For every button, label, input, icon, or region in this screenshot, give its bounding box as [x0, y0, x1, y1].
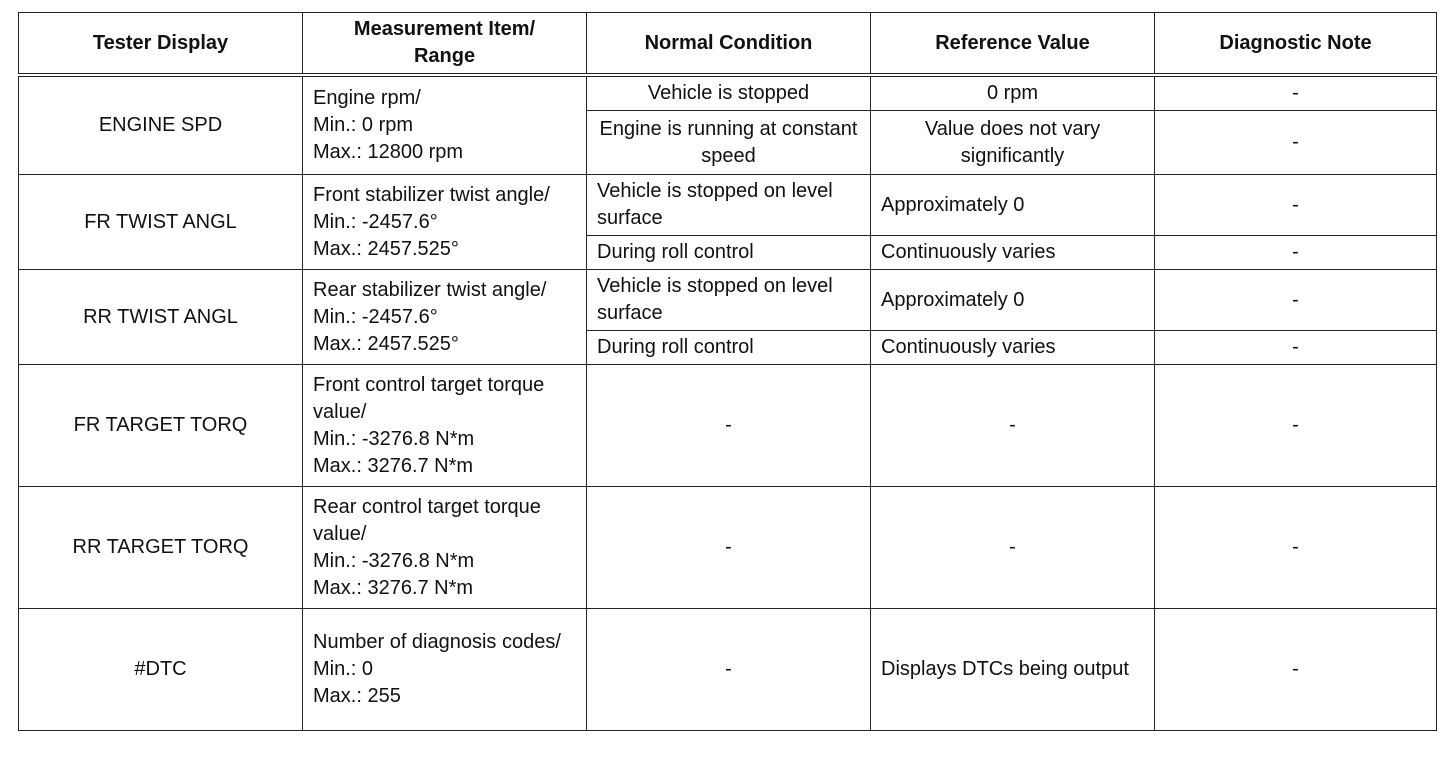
reference-value-cell: Continuously varies	[871, 236, 1155, 270]
reference-value-cell: -	[871, 487, 1155, 609]
table-row	[19, 75, 1437, 111]
table-row	[19, 365, 1437, 487]
diagnostic-note-cell: -	[1155, 270, 1437, 331]
tester-display-cell: ENGINE SPD	[19, 75, 303, 175]
normal-condition-cell: Vehicle is stopped on level surface	[587, 175, 871, 236]
diagnostic-note-cell: -	[1155, 75, 1437, 111]
normal-condition-cell: -	[587, 487, 871, 609]
table-row	[19, 175, 1437, 236]
reference-value-cell: Approximately 0	[871, 270, 1155, 331]
reference-value-cell: Approximately 0	[871, 175, 1155, 236]
diagnostic-note-cell: -	[1155, 609, 1437, 731]
header-tester-display: Tester Display	[19, 13, 303, 76]
diagnostic-note-cell: -	[1155, 111, 1437, 175]
measurement-cell: Rear control target torque value/ Min.: -3276.8 N*m Max.: 3276.7 N*m	[303, 487, 587, 609]
header-normal-condition: Normal Condition	[587, 13, 871, 76]
diagnostic-note-cell: -	[1155, 365, 1437, 487]
header-diagnostic-note: Diagnostic Note	[1155, 13, 1437, 76]
diagnostic-note-cell: -	[1155, 331, 1437, 365]
normal-condition-cell: During roll control	[587, 331, 871, 365]
reference-value-cell: Value does not vary significantly	[871, 111, 1155, 175]
reference-value-cell: Displays DTCs being output	[871, 609, 1155, 731]
header-reference-value: Reference Value	[871, 13, 1155, 76]
measurement-cell: Rear stabilizer twist angle/ Min.: -2457.6° Max.: 2457.525°	[303, 270, 587, 365]
tester-display-cell: RR TARGET TORQ	[19, 487, 303, 609]
header-measurement-item: Measurement Item/ Range	[303, 13, 587, 76]
data-list-table	[18, 12, 1437, 731]
measurement-cell: Front control target torque value/ Min.: -3276.8 N*m Max.: 3276.7 N*m	[303, 365, 587, 487]
table-row	[19, 487, 1437, 609]
reference-value-cell: Continuously varies	[871, 331, 1155, 365]
normal-condition-cell: -	[587, 365, 871, 487]
measurement-cell: Engine rpm/ Min.: 0 rpm Max.: 12800 rpm	[303, 75, 587, 175]
reference-value-cell: -	[871, 365, 1155, 487]
tester-display-cell: FR TWIST ANGL	[19, 175, 303, 270]
diagnostic-note-cell: -	[1155, 236, 1437, 270]
normal-condition-cell: Vehicle is stopped on level surface	[587, 270, 871, 331]
normal-condition-cell: Engine is running at constant speed	[587, 111, 871, 175]
reference-value-cell: 0 rpm	[871, 75, 1155, 111]
measurement-cell: Number of diagnosis codes/ Min.: 0 Max.: 255	[303, 609, 587, 731]
tester-display-cell: FR TARGET TORQ	[19, 365, 303, 487]
normal-condition-cell: During roll control	[587, 236, 871, 270]
measurement-cell: Front stabilizer twist angle/ Min.: -2457.6° Max.: 2457.525°	[303, 175, 587, 270]
normal-condition-cell: Vehicle is stopped	[587, 75, 871, 111]
table-row	[19, 270, 1437, 331]
header-row	[19, 13, 1437, 76]
normal-condition-cell: -	[587, 609, 871, 731]
tester-display-cell: RR TWIST ANGL	[19, 270, 303, 365]
table-row	[19, 609, 1437, 731]
tester-display-cell: #DTC	[19, 609, 303, 731]
diagnostic-note-cell: -	[1155, 487, 1437, 609]
diagnostic-note-cell: -	[1155, 175, 1437, 236]
